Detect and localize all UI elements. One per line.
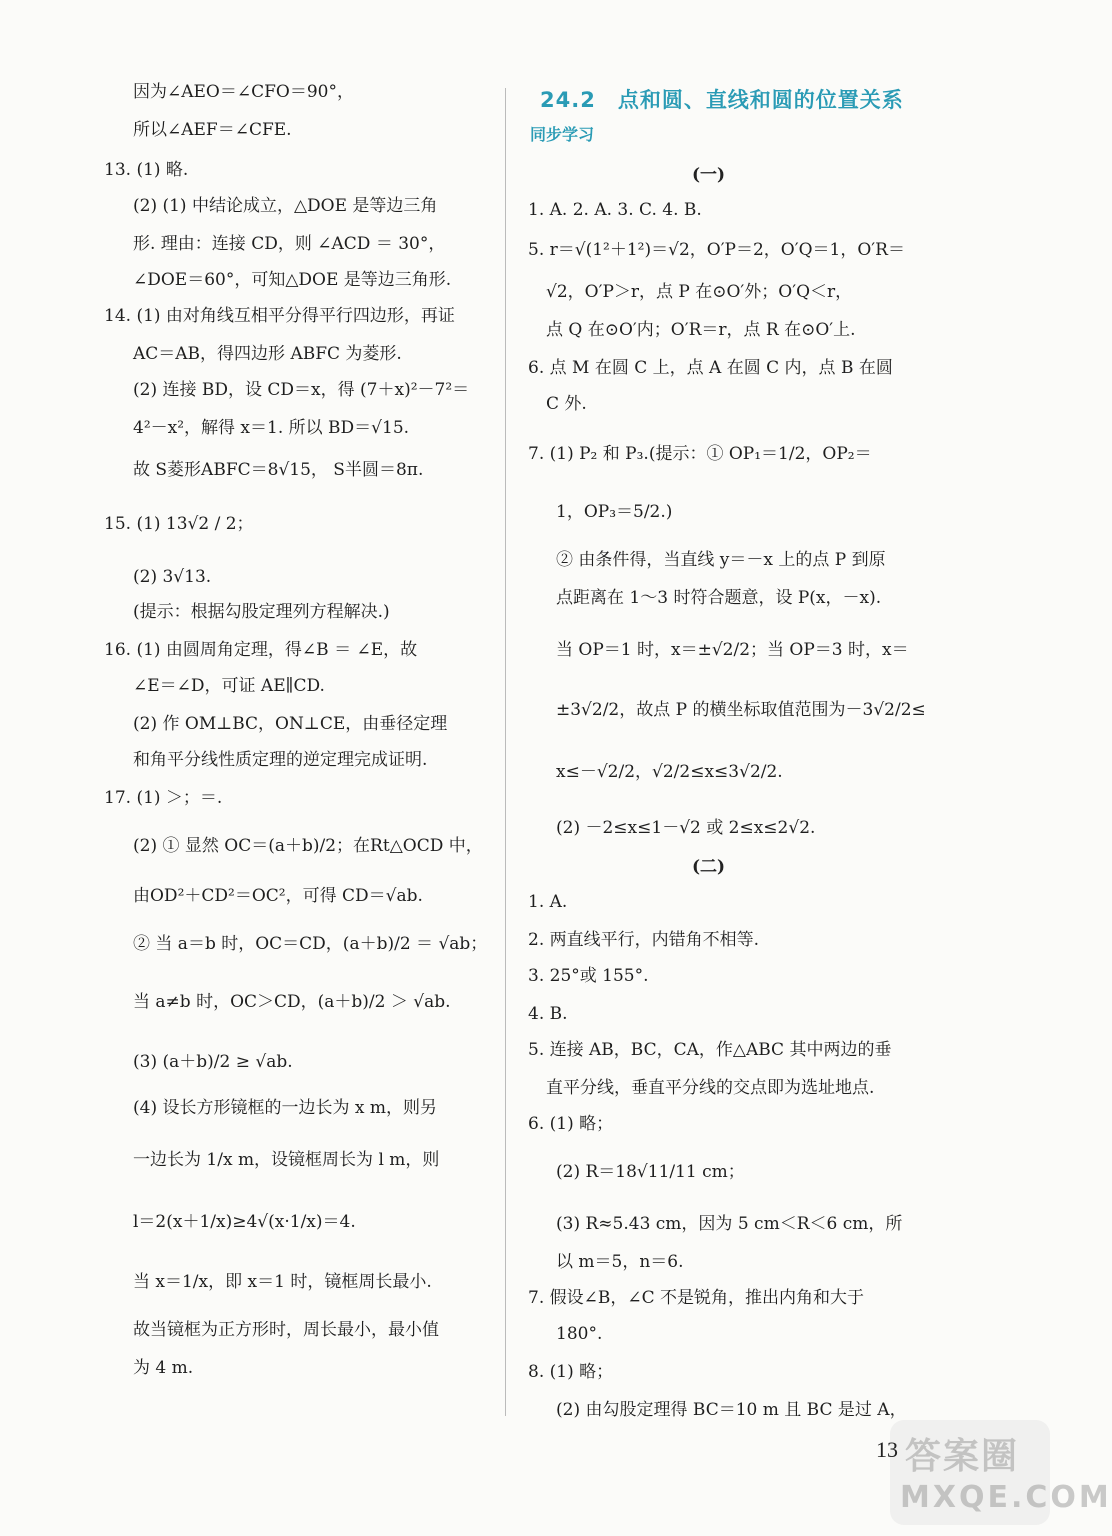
left-lines-text: 15. (1) 13√2 / 2； (104, 514, 254, 534)
left-lines-text: l＝2(x＋1/x)≥4√(x·1/x)＝4. (133, 1212, 356, 1232)
right-lines-text: 5. r＝√(1²＋1²)＝√2，O′P＝2，O′Q＝1，O′R＝ (528, 240, 905, 260)
right-lines-text: 点 Q 在⊙O′内；O′R＝r，点 R 在⊙O′上. (546, 320, 856, 340)
left-lines-text: 故当镜框为正方形时，周长最小，最小值 (133, 1320, 439, 1340)
right-lines-text: 1. A. 2. A. 3. C. 4. B. (528, 200, 702, 220)
left-lines-text: ∠DOE＝60°，可知△DOE 是等边三角形. (133, 270, 452, 290)
left-lines-text: 和角平分线性质定理的逆定理完成证明. (133, 750, 428, 770)
left-lines-text: (2) 作 OM⊥BC，ON⊥CE，由垂径定理 (133, 714, 448, 734)
left-lines-text: (2) ① 显然 OC＝(a＋b)/2；在Rt△OCD 中， (133, 836, 483, 856)
right-lines-text: 6. 点 M 在圆 C 上，点 A 在圆 C 内，点 B 在圆 (528, 358, 893, 378)
right-lines-text: 2. 两直线平行，内错角不相等. (528, 930, 760, 950)
right-lines-text: 4. B. (528, 1004, 568, 1024)
section-title: 24.2 点和圆、直线和圆的位置关系 (540, 88, 904, 112)
watermark-logo-text: 答案圈 (905, 1436, 1020, 1477)
left-lines-text: ∠E＝∠D，可证 AE∥CD. (133, 676, 325, 696)
right-lines-text: 7. 假设∠B，∠C 不是锐角，推出内角和大于 (528, 1288, 865, 1308)
right-lines-text: 180°. (556, 1324, 603, 1344)
right-lines-text: 1，OP₃＝5/2.) (556, 502, 673, 522)
left-lines-text: (2) 连接 BD，设 CD＝x，得 (7＋x)²－7²＝ (133, 380, 470, 400)
right-lines-text: 3. 25°或 155°. (528, 966, 649, 986)
column-divider (505, 88, 506, 1416)
right-lines-text: 1. A. (528, 892, 568, 912)
left-lines-text: 14. (1) 由对角线互相平分得平行四边形，再证 (104, 306, 455, 326)
left-lines-text: 所以∠AEF＝∠CFE. (133, 120, 292, 140)
left-lines-text: 形. 理由：连接 CD，则 ∠ACD ＝ 30°， (133, 234, 446, 254)
left-lines-text: (提示：根据勾股定理列方程解决.) (133, 602, 390, 622)
left-lines-text: 一边长为 1/x m，设镜框周长为 l m，则 (133, 1150, 440, 1170)
right-lines-text: 7. (1) P₂ 和 P₃.(提示：① OP₁＝1/2，OP₂＝ (528, 444, 872, 464)
right-lines-text: 点距离在 1～3 时符合题意，设 P(x，－x). (556, 588, 882, 608)
right-lines-text: √2，O′P＞r，点 P 在⊙O′外；O′Q＜r， (546, 282, 853, 302)
watermark-url: MXQE.COM (900, 1480, 1112, 1515)
right-lines-text: 6. (1) 略； (528, 1114, 614, 1134)
right-lines-text: x≤－√2/2，√2/2≤x≤3√2/2. (556, 762, 783, 782)
left-lines-text: 为 4 m. (133, 1358, 194, 1378)
right-lines-text: (2) －2≤x≤1－√2 或 2≤x≤2√2. (556, 818, 816, 838)
page-number: 13 (876, 1437, 898, 1462)
left-lines-text: (2) 3√13. (133, 567, 212, 587)
right-lines-text: (3) R≈5.43 cm，因为 5 cm＜R＜6 cm，所 (556, 1214, 903, 1234)
right-lines-text: ±3√2/2，故点 P 的横坐标取值范围为－3√2/2≤ (556, 700, 926, 720)
left-lines-text: ② 当 a＝b 时，OC＝CD，(a＋b)/2 ＝ √ab； (133, 934, 488, 954)
left-lines-text: 因为∠AEO＝∠CFO＝90°， (133, 82, 354, 102)
left-lines-text: (4) 设长方形镜框的一边长为 x m，则另 (133, 1098, 437, 1118)
left-lines-text: (2) (1) 中结论成立，△DOE 是等边三角 (133, 196, 438, 216)
left-lines-text: (3) (a＋b)/2 ≥ √ab. (133, 1052, 293, 1072)
right-lines-text: (2) 由勾股定理得 BC＝10 m 且 BC 是过 A， (556, 1400, 907, 1420)
right-lines-text: 当 OP＝1 时，x＝±√2/2；当 OP＝3 时，x＝ (556, 640, 909, 660)
right-lines-text: ② 由条件得，当直线 y＝－x 上的点 P 到原 (556, 550, 886, 570)
part-one-heading: (一) (692, 165, 726, 185)
part-two-heading: (二) (692, 857, 726, 877)
left-lines-text: 由OD²＋CD²＝OC²，可得 CD＝√ab. (133, 886, 423, 906)
left-lines-text: 17. (1) ＞；＝. (104, 788, 223, 808)
left-lines-text: 故 S菱形ABFC＝8√15， S半圆＝8π. (133, 460, 424, 480)
section-subtitle: 同步学习 (530, 125, 595, 144)
right-lines-text: 5. 连接 AB，BC，CA，作△ABC 其中两边的垂 (528, 1040, 892, 1060)
left-lines-text: 16. (1) 由圆周角定理，得∠B ＝ ∠E，故 (104, 640, 418, 660)
right-lines-text: (2) R＝18√11/11 cm； (556, 1162, 745, 1182)
left-lines-text: AC＝AB，得四边形 ABFC 为菱形. (133, 344, 402, 364)
right-lines-text: C 外. (546, 394, 587, 414)
left-lines-text: 当 x＝1/x，即 x＝1 时，镜框周长最小. (133, 1272, 432, 1292)
right-lines-text: 直平分线，垂直平分线的交点即为选址地点. (546, 1078, 875, 1098)
right-lines-text: 以 m＝5，n＝6. (556, 1252, 684, 1272)
right-lines-text: 8. (1) 略； (528, 1362, 614, 1382)
left-lines-text: 13. (1) 略. (104, 160, 189, 180)
left-lines-text: 4²－x²，解得 x＝1. 所以 BD＝√15. (133, 418, 410, 438)
left-lines-text: 当 a≠b 时，OC＞CD，(a＋b)/2 ＞ √ab. (133, 992, 451, 1012)
